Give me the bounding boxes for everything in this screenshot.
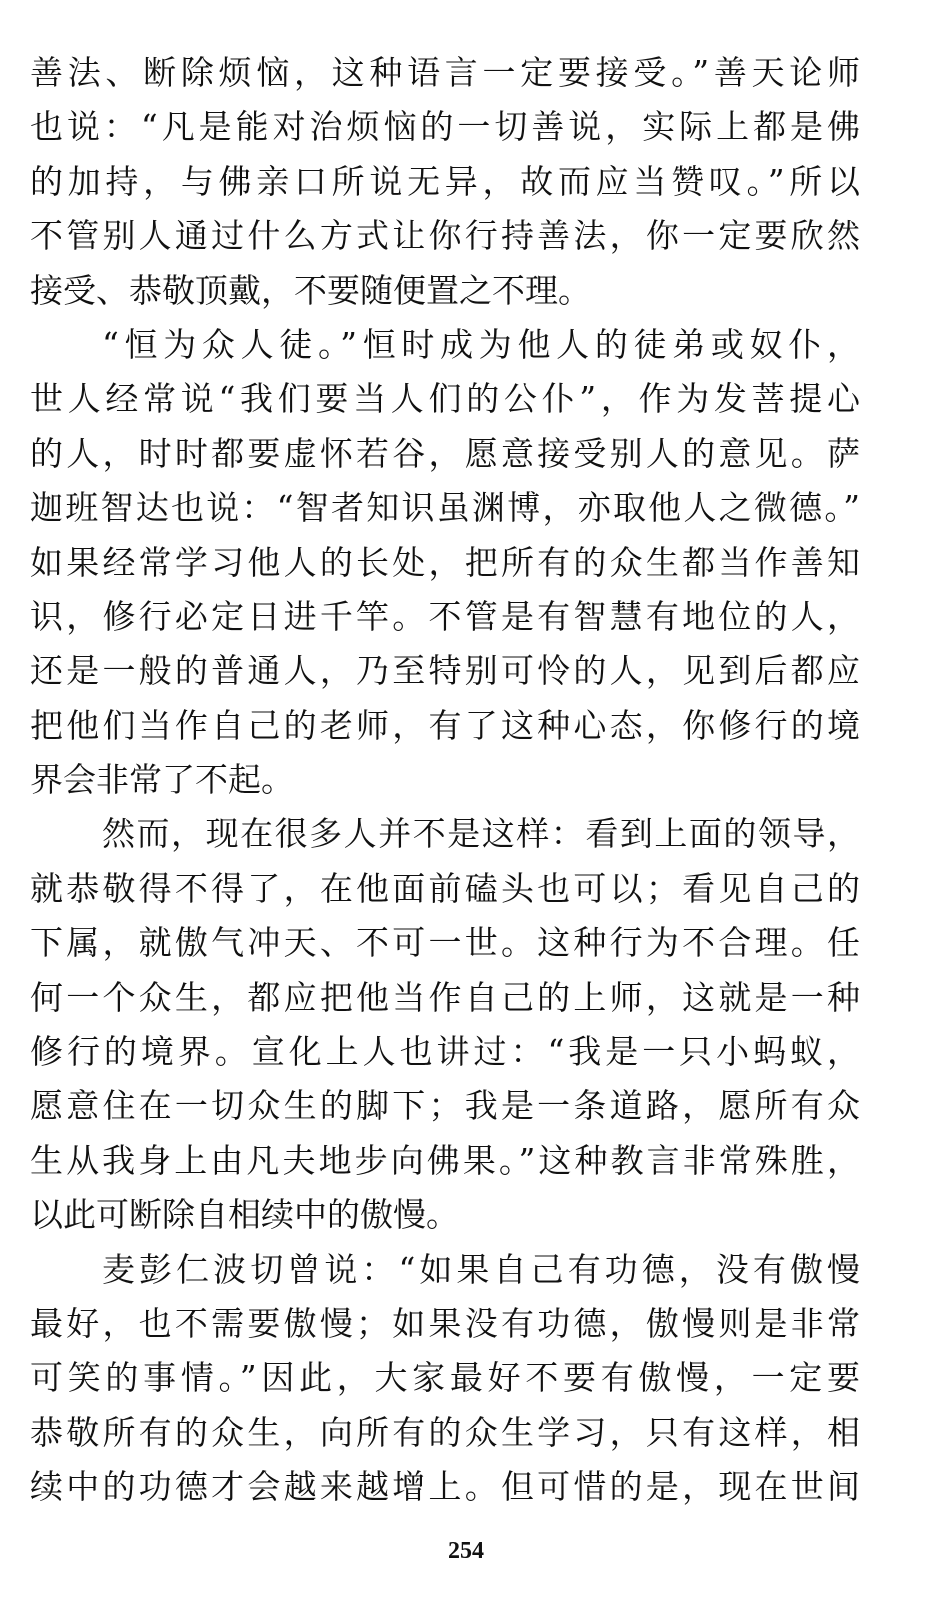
text-line: 就恭敬得不得了，在他面前磕头也可以；看见自己的 <box>30 868 860 908</box>
text-line: 的人，时时都要虚怀若谷，愿意接受别人的意见。萨 <box>30 433 860 473</box>
text-line: 还是一般的普通人，乃至特别可怜的人，见到后都应 <box>30 651 860 691</box>
text-line: 麦彭仁波切曾说：“如果自己有功德，没有傲慢 <box>102 1249 860 1289</box>
text-line: 接受、恭敬顶戴，不要随便置之不理。 <box>30 270 591 310</box>
text-line: 最好，也不需要傲慢；如果没有功德，傲慢则是非常 <box>30 1303 860 1343</box>
text-line: 生从我身上由凡夫地步向佛果。”这种教言非常殊胜， <box>30 1140 860 1180</box>
text-line: 也说：“凡是能对治烦恼的一切善说，实际上都是佛 <box>30 107 860 147</box>
text-line: 续中的功德才会越来越增上。但可惜的是，现在世间 <box>30 1467 860 1507</box>
paragraph <box>30 807 860 1242</box>
text-line: 界会非常了不起。 <box>30 760 294 800</box>
page-number: 254 <box>448 1538 484 1564</box>
text-line: 识，修行必定日进千竿。不管是有智慧有地位的人， <box>30 596 860 636</box>
text-line: 的加持，与佛亲口所说无异，故而应当赞叹。”所以 <box>30 161 860 201</box>
text-line: 可笑的事情。”因此，大家最好不要有傲慢，一定要 <box>30 1358 860 1398</box>
text-line: 愿意住在一切众生的脚下；我是一条道路，愿所有众 <box>30 1086 860 1126</box>
text-line: 不管别人通过什么方式让你行持善法，你一定要欣然 <box>30 216 860 256</box>
text-line: “恒为众人徒。”恒时成为他人的徒弟或奴仆， <box>102 324 860 364</box>
text-line: 恭敬所有的众生，向所有的众生学习，只有这样，相 <box>30 1412 860 1452</box>
text-line: 如果经常学习他人的长处，把所有的众生都当作善知 <box>30 542 860 582</box>
text-line: 下属，就傲气冲天、不可一世。这种行为不合理。任 <box>30 923 860 963</box>
text-line: 把他们当作自己的老师，有了这种心态，你修行的境 <box>30 705 860 745</box>
text-line: 以此可断除自相续中的傲慢。 <box>30 1195 459 1235</box>
text-line: 迦班智达也说：“智者知识虽渊博，亦取他人之微德。” <box>30 488 860 528</box>
text-line: 善法、断除烦恼，这种语言一定要接受。”善天论师 <box>30 53 860 92</box>
paragraph <box>30 46 860 318</box>
text-line: 何一个众生，都应把他当作自己的上师，这就是一种 <box>30 977 860 1017</box>
body-text <box>30 46 860 1515</box>
text-line: 然而，现在很多人并不是这样：看到上面的领导， <box>102 814 860 854</box>
text-line: 世人经常说“我们要当人们的公仆”，作为发菩提心 <box>30 379 860 419</box>
text-line: 修行的境界。宣化上人也讲过：“我是一只小蚂蚁， <box>30 1032 860 1072</box>
paragraph <box>30 1243 860 1515</box>
paragraph <box>30 318 860 808</box>
